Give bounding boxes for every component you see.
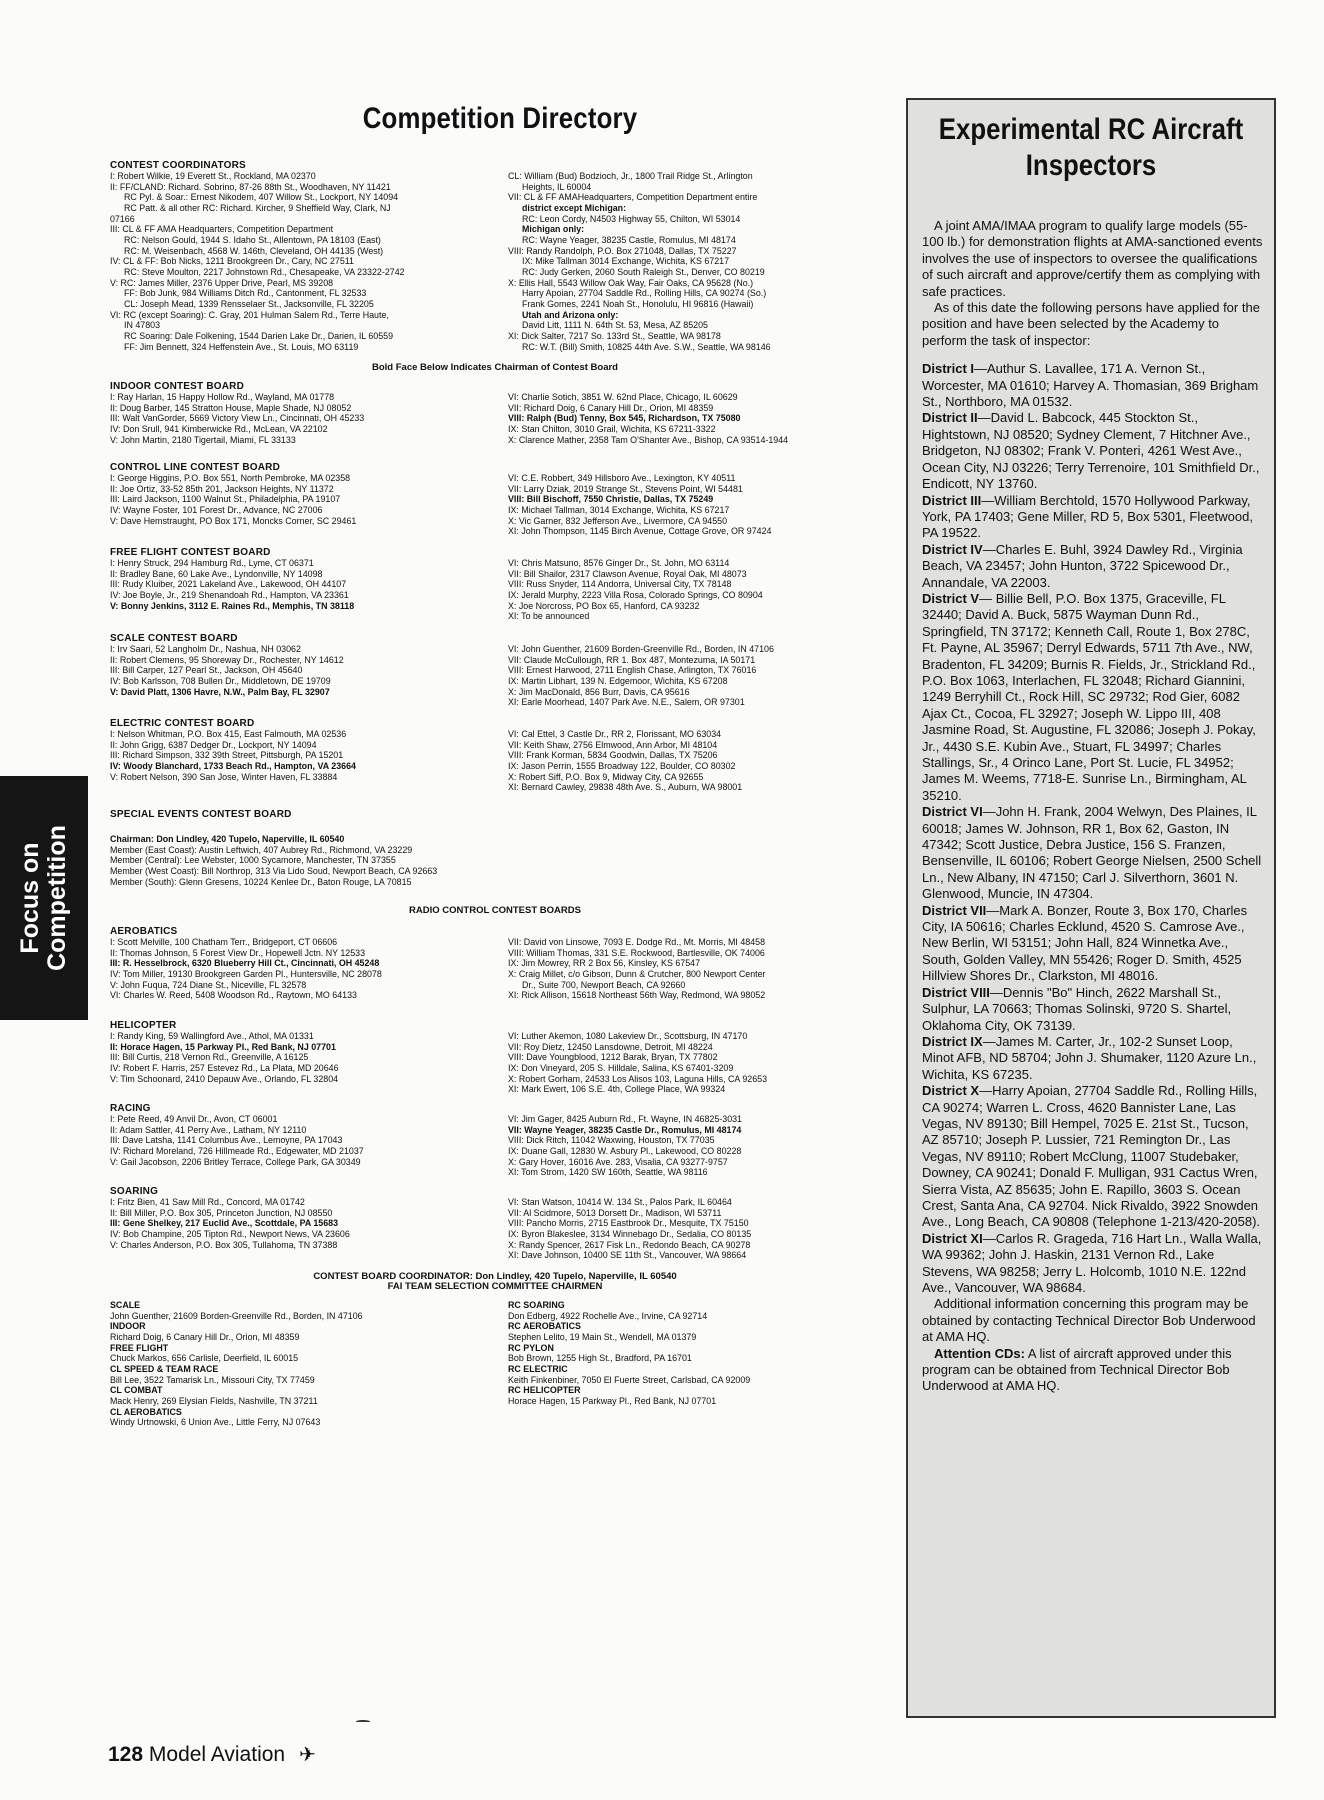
directory-entry: XI: Mark Ewert, 106 S.E. 4th, College Place, WA 99324: [508, 1084, 726, 1095]
directory-entry: III: Bill Carper, 127 Pearl St., Jackson, OH 45640: [110, 665, 303, 676]
directory-entry: X: Robert Gorham, 24533 Los Alisos 103, Laguna Hills, CA 92653: [508, 1073, 768, 1084]
directory-entry: V: John Fuqua, 724 Diane St., Niceville, FL 32578: [110, 979, 307, 990]
directory-entry: David Litt, 1111 N. 64th St. 53, Mesa, AZ 85205: [522, 320, 708, 331]
directory-entry: CL: Joseph Mead, 1339 Rensselaer St., Jacksonville, FL 32205: [124, 298, 374, 309]
district-inspectors: —Harry Apoian, 27704 Saddle Rd., Rolling Hills, CA 90274; Warren L. Cross, 4620 Bannister Lane, Las Vegas, NV 89130; Bill Hempel, 7025 E. 21st St., Tucson, AZ 85710; Joseph P. Lussier, 721 Remington Dr., Las Vegas, NV 89110; Robert McClung, 11007 Studebaker, Downey, CA 90241; Donald F. Mulligan, 931 Cactus Wren, Sierra Vista, AZ 85635; John E. Rapillo, 3603 S. Ocean Crest, Santa Ana, CA 92704. Nick Rivaldo, 3922 Snowden Ave., Long Beach, CA 90808 (Telephone 1-213/420-2058).: [922, 1083, 1261, 1230]
directory-entry: III: Laird Jackson, 1100 Walnut St., Philadelphia, PA 19107: [110, 494, 341, 505]
directory-entry: VI: Charlie Sotich, 3851 W. 62nd Place, Chicago, IL 60629: [508, 392, 738, 402]
directory-entry: FF: Bob Junk, 984 Williams Ditch Rd., Cantonment, FL 32533: [124, 288, 367, 299]
boards-left: [110, 381, 364, 445]
decorative-mark: [356, 1720, 370, 1723]
directory-entry: II: Joe Ortiz, 33-52 85th 201, Jackson Heights, NY 11372: [110, 483, 334, 494]
directory-entry: III: Dave Latsha, 1141 Columbus Ave., Lemoyne, PA 17043: [110, 1135, 343, 1146]
directory-entry: XI: To be announced: [508, 611, 590, 622]
directory-entry: V: Gail Jacobson, 2206 Britley Terrace, College Park, GA 30349: [110, 1156, 361, 1167]
directory-entry: III: Walt VanGorder, 5669 Victory View Ln., Cincinnati, OH 45233: [110, 413, 365, 424]
directory-entry: John Guenther, 21609 Borden-Greenville Rd., Borden, IN 47106: [110, 1310, 363, 1321]
directory-entry: VII: Al Scidmore, 5013 Dorsett Dr., Madison, WI 53711: [508, 1207, 722, 1218]
district-inspectors: —John H. Frank, 2004 Welwyn, Des Plaines, IL 60018; James W. Johnson, RR 1, Box 62, Gaston, IN 47342; Scott Justice, Debra Justice, 156 S. Franzen, Bensenville, IL 60106; Robert George Nielsen, 2500 Schell Ln., New Albany, IN 47150; Carl J. Silverthorn, 3601 N. Glenwood, Muncie, IN 47304.: [922, 804, 1262, 902]
directory-entry: VI: RC (except Soaring): C. Gray, 201 Hulman Salem Rd., Terre Haute,: [110, 309, 389, 320]
directory-entry: RC: Nelson Gould, 1944 S. Idaho St., Allentown, PA 18103 (East): [124, 234, 381, 245]
board-cl-right: [508, 473, 771, 537]
district-inspectors: —Charles E. Buhl, 3924 Dawley Rd., Virginia Beach, VA 23457; John Hunton, 3722 Spicewood Dr., Annandale, VA 22003.: [922, 541, 1243, 590]
directory-entry: IX: Michael Tallman, 3014 Exchange, Wichita, KS 67217: [508, 504, 730, 515]
directory-entry: X: Joe Norcross, PO Box 65, Hanford, CA 93232: [508, 600, 700, 611]
directory-entry: I: Henry Struck, 294 Hamburg Rd., Lyme, CT 06371: [110, 558, 314, 568]
directory-entry: II: Bill Miller, P.O. Box 305, Princeton Junction, NJ 08550: [110, 1207, 333, 1218]
directory-entry: CL COMBAT: [110, 1385, 163, 1396]
directory-entry: VI: John Guenther, 21609 Borden-Greenville Rd., Borden, IN 47106: [508, 644, 774, 654]
directory-entry: RC Pyl. & Soar.: Ernest Nikodem, 407 Willow St., Lockport, NY 14094: [124, 192, 399, 203]
rc-board-heading: RACING: [110, 1103, 151, 1114]
directory-entry: V: Dave Hemstraught, PO Box 171, Moncks Corner, SC 29461: [110, 515, 357, 526]
directory-entry: II: Adam Sattler, 41 Perry Ave., Latham, NY 12110: [110, 1124, 307, 1135]
directory-entry: II: Horace Hagen, 15 Parkway Pl., Red Bank, NJ 07701: [110, 1041, 336, 1052]
directory-entry: XI: Earle Moorhead, 1407 Park Ave. N.E., Salem, OR 97301: [508, 697, 745, 708]
sidebar-intro-paragraph: As of this date the following persons have applied for the position and have been selected by the Academy to perform the task of inspector:: [922, 300, 1260, 348]
rc-soaring-left: [110, 1186, 350, 1250]
directory-entry: XI: John Thompson, 1145 Birch Avenue, Cottage Grove, OR 97424: [508, 526, 772, 537]
directory-entry: Horace Hagen, 15 Parkway Pl., Red Bank, NJ 07701: [508, 1395, 717, 1406]
directory-entry: IV: Joe Boyle, Jr., 219 Shenandoah Rd., Hampton, VA 23361: [110, 589, 349, 600]
directory-entry: IV: Tom Miller, 19130 Brookgreen Garden Pl., Huntersville, NC 28078: [110, 968, 382, 979]
airplane-icon: ✈: [298, 1744, 316, 1766]
directory-entry: RC: Wayne Yeager, 38235 Castle, Romulus, MI 48174: [522, 234, 736, 245]
directory-entry: VIII: Russ Snyder, 114 Andorra, Universal City, TX 78148: [508, 579, 732, 590]
district-inspectors: — Billie Bell, P.O. Box 1375, Graceville, FL 32440; David A. Buck, 5875 Wayman Dunn Rd., Springfield, TN 37172; Kenneth Call, Route 1, Box 278C, Ft. Payne, AL 35967; Derryl Edwards, 5711 7th Ave., NW, Bradenton, FL 34209; Burnis R. Fields, Jr., Strickland Rd., P.O. Box 1063, Interlachen, FL 32048; Richard Giannini, 1249 Berryhill Ct., Rock Hill, SC 29732; Rod Gier, 6082 Ajax Ct., Cocoa, FL 32927; Joseph W. Lippo III, 408 Jasmine Road, St. Augustine, FL 32086; Joseph J. Pokay, Jr., 4430 S.E. Kubin Ave., Stuart, FL 34997; Charles Stallings, Sr., 4 Orinco Lane, Port St. Lucie, FL 34952; James M. Weems, 7718-E. Sunrise Ln., Birmingham, AL 35210.: [922, 590, 1256, 803]
directory-entry: VI: Charles W. Reed, 5408 Woodson Rd., Raytown, MO 64133: [110, 990, 357, 1001]
directory-entry: IN 47803: [124, 320, 161, 331]
board-heading: ELECTRIC CONTEST BOARD: [110, 718, 255, 729]
directory-entry: II: John Grigg, 6387 Dedger Dr., Lockport, NY 14094: [110, 739, 317, 750]
sidebar-title-line2: Inspectors: [1025, 149, 1157, 182]
rc-racing-right: [508, 1103, 742, 1178]
directory-entry: V: David Platt, 1306 Havre, N.W., Palm Bay, FL 32907: [110, 686, 330, 697]
directory-entry: IV: Bob Champine, 205 Tipton Rd., Newport News, VA 23606: [110, 1228, 350, 1239]
directory-entry: VI: Chris Matsuno, 8576 Ginger Dr., St. John, MO 63114: [508, 558, 730, 568]
directory-entry: IX: Mike Tallman 3014 Exchange, Wichita, KS 67217: [522, 256, 730, 267]
district-entry: [922, 410, 1264, 492]
directory-entry: Chuck Markos, 656 Carlisle, Deerfield, IL 60015: [110, 1353, 299, 1364]
directory-entry: CL: William (Bud) Bodzioch, Jr., 1800 Trail Ridge St., Arlington: [508, 171, 753, 181]
directory-entry: I: Ray Harlan, 15 Happy Hollow Rd., Wayland, MA 01778: [110, 392, 335, 402]
directory-entry: Dr., Suite 700, Newport Beach, CA 92660: [522, 979, 686, 990]
directory-entry: Heights, IL 60004: [522, 181, 592, 192]
directory-entry: IV: Woody Blanchard, 1733 Beach Rd., Hampton, VA 23664: [110, 760, 356, 771]
special-events-board: [110, 809, 437, 887]
directory-entry: Michigan only:: [522, 224, 585, 235]
directory-entry: IX: Martin Libhart, 139 N. Edgemoor, Wichita, KS 67208: [508, 675, 728, 686]
directory-entry: RC: Judy Gerken, 2060 South Raleigh St., Denver, CO 80219: [522, 266, 765, 277]
directory-entry: III: Rudy Kluiber, 2021 Lakeland Ave., Lakewood, OH 44107: [110, 579, 347, 590]
district-entry: [922, 493, 1264, 542]
directory-entry: Frank Gomes, 2241 Noah St., Honolulu, HI 96816 (Hawaii): [522, 298, 754, 309]
directory-entry: IX: Don Vineyard, 205 S. Hilldale, Salina, KS 67401-3209: [508, 1062, 734, 1073]
directory-entry: Stephen Lelito, 19 Main St., Wendell, MA 01379: [508, 1331, 697, 1342]
directory-entry: X: Craig Millet, c/o Gibson, Dunn & Crutcher, 800 Newport Center: [508, 968, 766, 979]
directory-entry: XI: Bernard Cawley, 29838 48th Ave. S., Auburn, WA 98001: [508, 782, 743, 793]
directory-entry: I: George Higgins, P.O. Box 551, North Pembroke, MA 02358: [110, 473, 351, 483]
rc-racing-left: [110, 1103, 364, 1167]
rc-board-heading: AEROBATICS: [110, 926, 178, 937]
coordinators-heading: CONTEST COORDINATORS: [110, 160, 246, 171]
district-name: District I: [922, 361, 975, 377]
directory-entry: III: Gene Shelkey, 217 Euclid Ave., Scottdale, PA 15683: [110, 1218, 339, 1229]
board-ff-left: [110, 547, 354, 611]
board-scale-left: [110, 633, 344, 697]
directory-entry: VII: Richard Doig, 6 Canary Hill Dr., Orion, MI 48359: [508, 402, 714, 413]
directory-entry: VII: Bill Shailor, 2317 Clawson Avenue, Royal Oak, MI 48073: [508, 568, 747, 579]
directory-entry: II: FF/CLAND: Richard. Sobrino, 87-26 88th St., Woodhaven, NY 11421: [110, 181, 391, 192]
directory-entry: X: Randy Spencer, 2617 Fisk Ln., Redondo Beach, CA 90278: [508, 1239, 751, 1250]
directory-entry: V: Bonny Jenkins, 3112 E. Raines Rd., Memphis, TN 38118: [110, 600, 355, 611]
coordinators-right: [508, 171, 771, 352]
rc-helicopter-left: [110, 1020, 339, 1084]
directory-entry: VII: Claude McCullough, RR 1. Box 487, Montezuma, IA 50171: [508, 654, 756, 665]
directory-entry: VIII: Ralph (Bud) Tenny, Box 545, Richardson, TX 75080: [508, 413, 741, 424]
directory-entry: VII: Wayne Yeager, 38235 Castle Dr., Romulus, MI 48174: [508, 1124, 742, 1135]
directory-entry: III: R. Hesselbrock, 6320 Blueberry Hill Ct., Cincinnati, OH 45248: [110, 958, 380, 969]
directory-entry: X: Clarence Mather, 2358 Tam O'Shanter Ave., Bishop, CA 93514-1944: [508, 434, 789, 445]
bold-face-note: Bold Face Below Indicates Chairman of Contest Board: [372, 362, 618, 373]
directory-entry: VIII: William Thomas, 331 S.E. Rockwood, Bartlesville, OK 74006: [508, 947, 765, 958]
directory-entry: Bob Brown, 1255 High St., Bradford, PA 16701: [508, 1353, 692, 1364]
section-tab-line2: Competition: [43, 825, 71, 971]
directory-entry: Utah and Arizona only:: [522, 309, 619, 320]
district-entry: [922, 1083, 1264, 1231]
directory-entry: CL AEROBATICS: [110, 1406, 182, 1417]
directory-entry: IV: Bob Karlsson, 708 Bullen Dr., Middletown, DE 19709: [110, 675, 331, 686]
district-inspectors: —William Berchtold, 1570 Hollywood Parkway, York, PA 17403; Gene Miller, RD 5, Box 5301, Fleetwood, PA 19522.: [922, 492, 1253, 541]
rc-boards-heading: RADIO CONTROL CONTEST BOARDS: [409, 905, 581, 916]
directory-entry: XI: Dick Salter, 7217 So. 133rd St., Seattle, WA 98178: [508, 330, 721, 341]
directory-entry: VIII: Bill Bischoff, 7550 Christie, Dallas, TX 75249: [508, 494, 714, 505]
inspectors-sidebar: [906, 98, 1276, 1718]
directory-entry: SCALE: [110, 1300, 141, 1310]
page-title: Competition Directory: [362, 102, 638, 135]
district-entry: [922, 1231, 1264, 1297]
directory-entry: Chairman: Don Lindley, 420 Tupelo, Naperville, IL 60540: [110, 834, 345, 844]
directory-entry: IX: Byron Blakeslee, 3134 Winnebago Dr., Sedalia, CO 80135: [508, 1228, 752, 1239]
directory-entry: INDOOR: [110, 1321, 146, 1332]
directory-entry: IV: Don Srull, 941 Kimberwicke Rd., McLean, VA 22102: [110, 423, 328, 434]
fai-right: [508, 1300, 750, 1407]
directory-entry: VI: C.E. Robbert, 349 Hillsboro Ave., Lexington, KY 40511: [508, 473, 736, 483]
directory-entry: VIII: Dick Ritch, 11042 Waxwing, Houston, TX 77035: [508, 1135, 715, 1146]
board-scale-right: [508, 644, 774, 708]
directory-entry: VI: Stan Watson, 10414 W. 134 St., Palos Park, IL 60464: [508, 1197, 732, 1207]
directory-entry: XI: Tom Strom, 1420 SW 160th, Seattle, WA 98116: [508, 1167, 708, 1178]
directory-entry: RC PYLON: [508, 1342, 554, 1353]
rc-aerobatics-right: [508, 926, 766, 1001]
directory-entry: I: Robert Wilkie, 19 Everett St., Rockland, MA 02370: [110, 171, 316, 181]
directory-entry: III: Bill Curtis, 218 Vernon Rd., Greenville, A 16125: [110, 1052, 309, 1063]
rc-soaring-right: [508, 1186, 751, 1261]
sidebar-district-list: [922, 361, 1264, 1395]
sidebar-intro-paragraph: A joint AMA/IMAA program to qualify large models (55-100 lb.) for demonstration flights at AMA-sanctioned events involves the use of inspectors to oversee the qualifications of such aircraft and approve/certify them as complying with safe practices.: [922, 218, 1263, 299]
sidebar-intro: [922, 218, 1264, 349]
directory-entry: I: Randy King, 59 Wallingford Ave., Athol, MA 01331: [110, 1031, 314, 1041]
directory-entry: CL SPEED & TEAM RACE: [110, 1363, 219, 1374]
board-heading: CONTROL LINE CONTEST BOARD: [110, 462, 281, 473]
section-side-tab: [0, 776, 88, 1020]
directory-entry: X: Vic Garner, 832 Jefferson Ave., Livermore, CA 94550: [508, 515, 728, 526]
directory-entry: Richard Doig, 6 Canary Hill Dr., Orion, MI 48359: [110, 1331, 300, 1342]
sidebar-title: [934, 112, 1249, 184]
district-inspectors: —Authur S. Lavallee, 171 A. Vernon St., Worcester, MA 01610; Harvey A. Thomasian, 369 Brigham St., Northboro, MA 01532.: [922, 361, 1259, 410]
directory-entry: FREE FLIGHT: [110, 1342, 169, 1353]
directory-entry: IX: Jim Mowrey, RR 2 Box 56, Kinsley, KS 67547: [508, 958, 701, 969]
directory-entry: VIII: Pancho Morris, 2715 Eastbrook Dr., Mesquite, TX 75150: [508, 1218, 749, 1229]
directory-entry: RC HELICOPTER: [508, 1385, 581, 1396]
directory-entry: I: Pete Reed, 49 Anvil Dr., Avon, CT 06001: [110, 1114, 278, 1124]
directory-entry: XI: Rick Allison, 15618 Northeast 56th Way, Redmond, WA 98052: [508, 990, 766, 1001]
district-entry: [922, 542, 1264, 591]
district-name: District XI: [922, 1230, 983, 1246]
directory-entry: IV: Wayne Foster, 101 Forest Dr., Advance, NC 27006: [110, 504, 323, 515]
directory-entry: Member (West Coast): Bill Northrop, 313 Via Lido Soud, Newport Beach, CA 92663: [110, 865, 438, 876]
directory-entry: I: Irv Saari, 52 Langholm Dr., Nashua, NH 03062: [110, 644, 301, 654]
district-entry: [922, 361, 1264, 410]
directory-entry: IX: Jerald Murphy, 2223 Villa Rosa, Colorado Springs, CO 80904: [508, 589, 763, 600]
directory-entry: Don Edberg, 4922 Rochelle Ave., Irvine, CA 92714: [508, 1310, 708, 1321]
directory-entry: XI: Dave Johnson, 10400 SE 11th St., Vancouver, WA 98664: [508, 1250, 747, 1261]
district-name: District II: [922, 410, 978, 426]
directory-entry: RC: W.T. (Bill) Smith, 10825 44th Ave. S.W., Seattle, WA 98146: [522, 341, 771, 352]
directory-entry: IV: CL & FF: Bob Nicks, 1211 Brookgreen Dr., Cary, NC 27511: [110, 256, 354, 267]
directory-entry: VI: Jim Gager, 8425 Auburn Rd., Ft. Wayne, IN 46825-3031: [508, 1114, 742, 1124]
district-name: District X: [922, 1083, 980, 1099]
rc-helicopter-right: [508, 1020, 767, 1095]
board-electric-left: [110, 718, 356, 782]
district-inspectors: —Carlos R. Grageda, 716 Hart Ln., Walla Walla, WA 99362; John J. Haskin, 2131 Vernon Rd., Lake Stevens, WA 98258; Jerry L. Holcomb, 1010 N.E. 122nd Ave., Vancouver, WA 98684.: [922, 1230, 1262, 1295]
directory-entry: Member (South): Glenn Gresens, 10224 Kenlee Dr., Baton Rouge, LA 70815: [110, 876, 412, 887]
special-events-heading: SPECIAL EVENTS CONTEST BOARD: [110, 809, 292, 820]
directory-entry: VIII: Frank Korman, 5834 Goodwin, Dallas, TX 75206: [508, 750, 718, 761]
district-inspectors: —David L. Babcock, 445 Stockton St., Hightstown, NJ 08520; Sydney Clement, 7 Hitchner Ave., Bridgeton, NJ 08302; Frank V. Ponteri, 4261 West Ave., Ocean City, NJ 03226; Terry Terrenoire, 101 Smithfield Dr., Endicott, NY 13760.: [922, 410, 1260, 492]
page-number: 128: [108, 1743, 144, 1766]
directory-entry: RC: Steve Moulton, 2217 Johnstown Rd., Chesapeake, VA 23322-2742: [124, 266, 405, 277]
directory-entry: III: CL & FF AMA Headquarters, Competition Department: [110, 224, 334, 235]
board-ff-right: [508, 558, 763, 622]
board-heading: FREE FLIGHT CONTEST BOARD: [110, 547, 271, 558]
directory-entry: FF: Jim Bennett, 324 Heffenstein Ave., St. Louis, MO 63119: [124, 341, 359, 352]
attention-text: A list of aircraft approved under this program can be obtained from Technical Director Bob Underwood at AMA HQ.: [922, 1345, 1232, 1394]
directory-entry: RC ELECTRIC: [508, 1363, 568, 1374]
directory-entry: II: Doug Barber, 145 Stratton House, Maple Shade, NJ 08052: [110, 402, 352, 413]
directory-entry: IX: Stan Chilton, 3010 Grail, Wichita, KS 67211-3322: [508, 423, 716, 434]
directory-entry: II: Robert Clemens, 95 Shoreway Dr., Rochester, NY 14612: [110, 654, 344, 665]
rc-board-heading: SOARING: [110, 1186, 159, 1197]
directory-entry: VII: Larry Dziak, 2019 Strange St., Stevens Point, WI 54481: [508, 483, 743, 494]
district-name: District V: [922, 590, 980, 606]
directory-entry: X: Ellis Hall, 5543 Willow Oak Way, Fair Oaks, CA 95628 (No.): [508, 277, 754, 288]
directory-entry: V: Tim Schoonard, 2410 Depauw Ave., Orlando, FL 32804: [110, 1073, 339, 1084]
rc-aerobatics-left: [110, 926, 382, 1001]
board-electric-right: [508, 729, 742, 793]
board-coordinator: CONTEST BOARD COORDINATOR: Don Lindley, 420 Tupelo, Naperville, IL 60540: [313, 1271, 677, 1282]
directory-entry: IX: Duane Gall, 12830 W. Asbury Pl., Lakewood, CO 80228: [508, 1145, 742, 1156]
directory-entry: I: Nelson Whitman, P.O. Box 415, East Falmouth, MA 02536: [110, 729, 347, 739]
directory-entry: VIII: Ernest Harwood, 2711 English Chase, Arlington, TX 76016: [508, 665, 757, 676]
district-name: District IX: [922, 1033, 983, 1049]
directory-entry: IV: Richard Moreland, 726 Hillmeade Rd., Edgewater, MD 21037: [110, 1145, 364, 1156]
directory-entry: 07166: [110, 213, 135, 224]
directory-entry: VIII: Randy Randolph, P.O. Box 271048, Dallas, TX 75227: [508, 245, 737, 256]
coordinators-left: [110, 160, 405, 352]
directory-entry: Harry Apoian, 27704 Saddle Rd., Rolling Hills, CA 90274 (So.): [522, 288, 767, 299]
directory-entry: VII: Roy Dietz, 12450 Lansdowne, Detroit, MI 48224: [508, 1041, 713, 1052]
directory-entry: Member (Central): Lee Webster, 1000 Sycamore, Manchester, TN 37355: [110, 855, 396, 866]
directory-entry: IV: Robert F. Harris, 257 Estevez Rd., La Plata, MD 20646: [110, 1062, 339, 1073]
directory-entry: V: Charles Anderson, P.O. Box 305, Tullahoma, TN 37388: [110, 1239, 338, 1250]
directory-entry: Bill Lee, 3522 Tamarisk Ln., Missouri City, TX 77459: [110, 1374, 315, 1385]
directory-entry: Member (East Coast): Austin Leftwich, 407 Aubrey Rd., Richmond, VA 23229: [110, 844, 413, 855]
directory-entry: VII: David von Linsowe, 7093 E. Dodge Rd., Mt. Morris, MI 48458: [508, 937, 766, 947]
district-name: District VI: [922, 804, 983, 820]
directory-entry: VII: Keith Shaw, 2756 Elmwood, Ann Arbor, MI 48104: [508, 739, 718, 750]
rc-board-heading: HELICOPTER: [110, 1020, 177, 1031]
district-inspectors: —Mark A. Bonzer, Route 3, Box 170, Charles City, IA 50616; Charles Ecklund, 4520 S. Camrose Ave., New Berlin, WI 53151; John Hall, 824 Winnetka Ave., South, Golden Valley, MN 55426; Roger D. Smith, 4525 Hillview Shores Dr., Clarkston, MI 48016.: [922, 902, 1248, 984]
directory-entry: III: Richard Simpson, 332 39th Street, Pittsburgh, PA 15201: [110, 750, 344, 761]
directory-entry: RC AEROBATICS: [508, 1321, 581, 1332]
directory-entry: RC Soaring: Dale Folkening, 1544 Darien Lake Dr., Darien, IL 60559: [124, 330, 394, 341]
board-heading: INDOOR CONTEST BOARD: [110, 381, 244, 392]
directory-entry: IX: Jason Perrin, 1555 Broadway 122, Boulder, CO 80302: [508, 760, 736, 771]
sidebar-closing-paragraph: Additional information concerning this program may be obtained by contacting Technical Director Bob Underwood at AMA HQ.: [922, 1296, 1256, 1345]
district-name: District III: [922, 492, 982, 508]
page-footer: [108, 1742, 316, 1767]
directory-entry: Keith Finkenbiner, 7050 El Fuerte Street, Carlsbad, CA 92009: [508, 1374, 751, 1385]
directory-entry: V: RC: James Miller, 2376 Upper Drive, Pearl, MS 39208: [110, 277, 334, 288]
directory-entry: VI: Cal Ettel, 3 Castle Dr., RR 2, Florissant, MO 63034: [508, 729, 722, 739]
boards-right: [508, 392, 788, 445]
district-entry: [922, 804, 1264, 902]
directory-entry: I: Scott Melville, 100 Chatham Terr., Bridgeport, CT 06606: [110, 937, 338, 947]
directory-entry: V: Robert Nelson, 390 San Jose, Winter Haven, FL 33884: [110, 771, 338, 782]
district-name: District VII: [922, 902, 987, 918]
district-name: District VIII: [922, 984, 990, 1000]
directory-entry: VII: CL & FF AMAHeadquarters, Competition Department entire: [508, 192, 758, 203]
directory-entry: VIII: Dave Youngblood, 1212 Barak, Bryan, TX 77802: [508, 1052, 718, 1063]
section-tab-label: [17, 778, 71, 1018]
directory-entry: RC Patt. & all other RC: Richard. Kircher, 9 Sheffield Way, Clark, NJ: [124, 202, 391, 213]
directory-entry: I: Fritz Bien, 41 Saw Mill Rd., Concord, MA 01742: [110, 1197, 305, 1207]
sidebar-title-line1: Experimental RC Aircraft: [938, 113, 1244, 146]
directory-entry: X: Jim MacDonald, 856 Burr, Davis, CA 95616: [508, 686, 690, 697]
sidebar-attention-paragraph: [922, 1346, 1264, 1395]
directory-entry: II: Thomas Johnson, 5 Forest View Dr., Hopewell Jctn. NY 12533: [110, 947, 366, 958]
district-entry: [922, 985, 1264, 1034]
magazine-name: Model Aviation: [148, 1743, 286, 1766]
directory-entry: VI: Luther Akemon, 1080 Lakeview Dr., Scottsburg, IN 47170: [508, 1031, 748, 1041]
district-entry: [922, 903, 1264, 985]
section-tab-line1: Focus on: [16, 842, 44, 954]
district-inspectors: —James M. Carter, Jr., 102-2 Sunset Loop, Minot AFB, ND 58704; John J. Shumaker, 1120 Azure Ln., Wichita, KS 67235.: [922, 1033, 1257, 1082]
fai-heading: FAI TEAM SELECTION COMMITTEE CHAIRMEN: [387, 1281, 603, 1292]
directory-entry: V: John Martin, 2180 Tigertail, Miami, FL 33133: [110, 434, 296, 445]
district-inspectors: —Dennis "Bo" Hinch, 2622 Marshall St., Sulphur, LA 70663; Thomas Solinski, 9720 S. Shartel, Oklahoma City, OK 73139.: [922, 984, 1232, 1033]
board-cl-left: [110, 462, 356, 526]
directory-entry: district except Michigan:: [522, 202, 627, 213]
district-name: District IV: [922, 541, 983, 557]
directory-entry: X: Gary Hover, 16016 Ave. 283, Visalia, CA 93277-9757: [508, 1156, 728, 1167]
district-entry: [922, 1034, 1264, 1083]
directory-entry: RC: M. Weisenbach, 4568 W. 146th, Cleveland, OH 44135 (West): [124, 245, 384, 256]
directory-entry: RC: Leon Cordy, N4503 Highway 55, Chilton, WI 53014: [522, 213, 741, 224]
fai-left: [110, 1300, 363, 1428]
attention-label: Attention CDs:: [934, 1345, 1025, 1361]
board-heading: SCALE CONTEST BOARD: [110, 633, 238, 644]
directory-entry: Windy Urtnowski, 6 Union Ave., Little Ferry, NJ 07643: [110, 1417, 321, 1428]
directory-entry: X: Robert Siff, P.O. Box 9, Midway City, CA 92655: [508, 771, 704, 782]
directory-entry: RC SOARING: [508, 1300, 565, 1310]
directory-entry: Mack Henry, 269 Elysian Fields, Nashville, TN 37211: [110, 1395, 318, 1406]
directory-entry: II: Bradley Bane, 60 Lake Ave., Lyndonville, NY 14098: [110, 568, 323, 579]
district-entry: [922, 591, 1264, 804]
